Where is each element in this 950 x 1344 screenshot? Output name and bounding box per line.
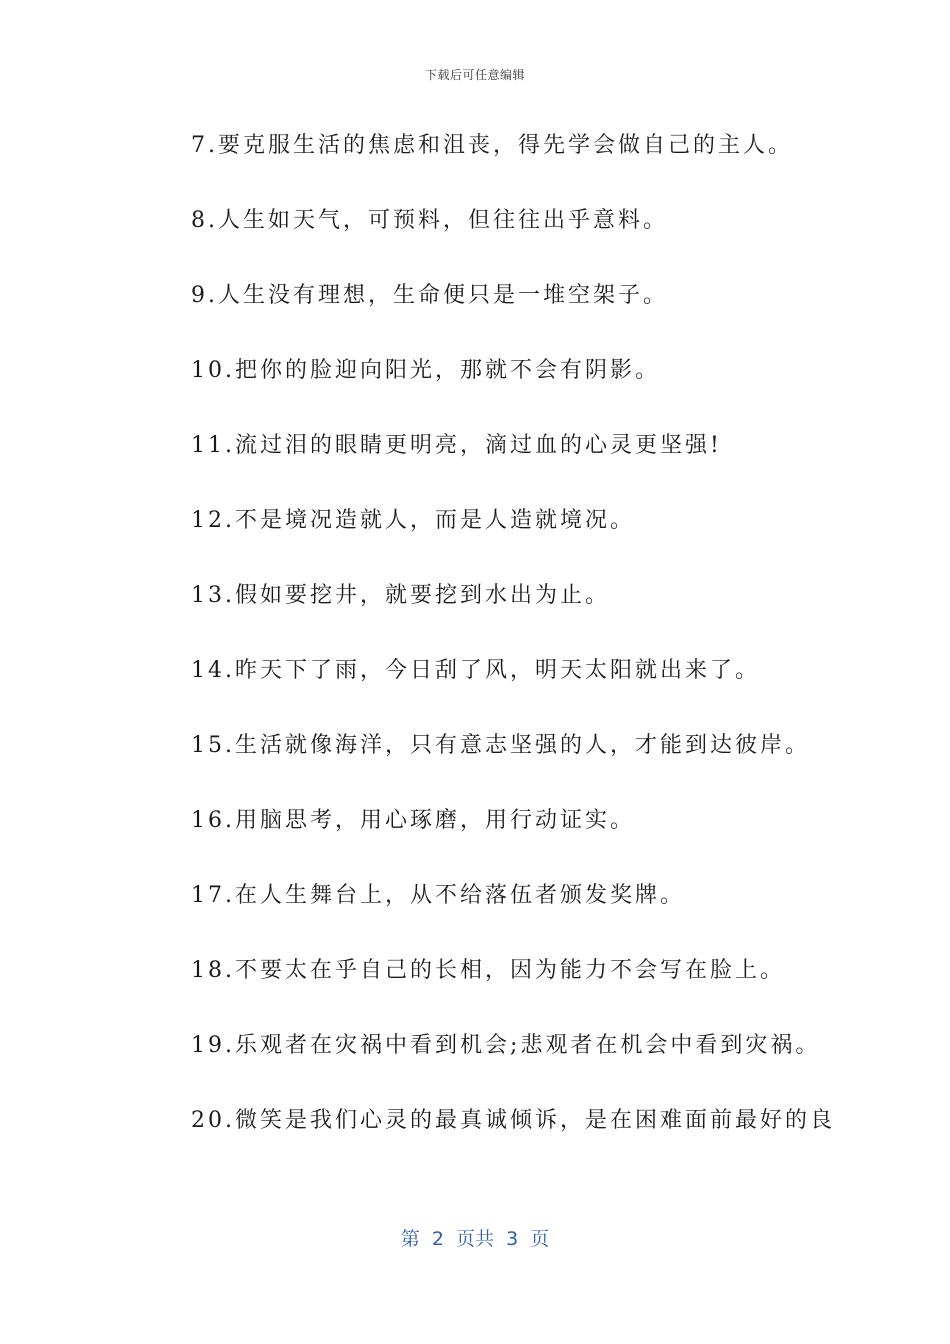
quote-line: 8.人生如天气，可预料，但往往出乎意料。 — [191, 208, 668, 233]
quote-line: 12.不是境况造就人，而是人造就境况。 — [191, 508, 635, 533]
header-note: 下载后可任意编辑 — [424, 68, 525, 82]
quote-line: 17.在人生舞台上，从不给落伍者颁发奖牌。 — [191, 883, 685, 908]
quote-line: 15.生活就像海洋，只有意志坚强的人，才能到达彼岸。 — [191, 733, 810, 758]
quote-line: 7.要克服生活的焦虑和沮丧，得先学会做自己的主人。 — [191, 133, 793, 158]
page-number-footer: 第 2 页共 3 页 — [400, 1228, 550, 1250]
quote-line: 11.流过泪的眼睛更明亮，滴过血的心灵更坚强! — [191, 433, 722, 458]
quote-line: 19.乐观者在灾祸中看到机会;悲观者在机会中看到灾祸。 — [191, 1033, 821, 1058]
quote-line: 13.假如要挖井，就要挖到水出为止。 — [191, 583, 610, 608]
quote-list — [191, 128, 835, 1178]
quote-line: 18.不要太在乎自己的长相，因为能力不会写在脸上。 — [191, 958, 785, 983]
quote-line: 16.用脑思考，用心琢磨，用行动证实。 — [191, 808, 635, 833]
quote-line: 10.把你的脸迎向阳光，那就不会有阴影。 — [191, 358, 660, 383]
quote-line: 20.微笑是我们心灵的最真诚倾诉，是在困难面前最好的良 — [191, 1108, 835, 1133]
quote-line: 9.人生没有理想，生命便只是一堆空架子。 — [191, 283, 668, 308]
quote-line: 14.昨天下了雨，今日刮了风，明天太阳就出来了。 — [191, 658, 760, 683]
